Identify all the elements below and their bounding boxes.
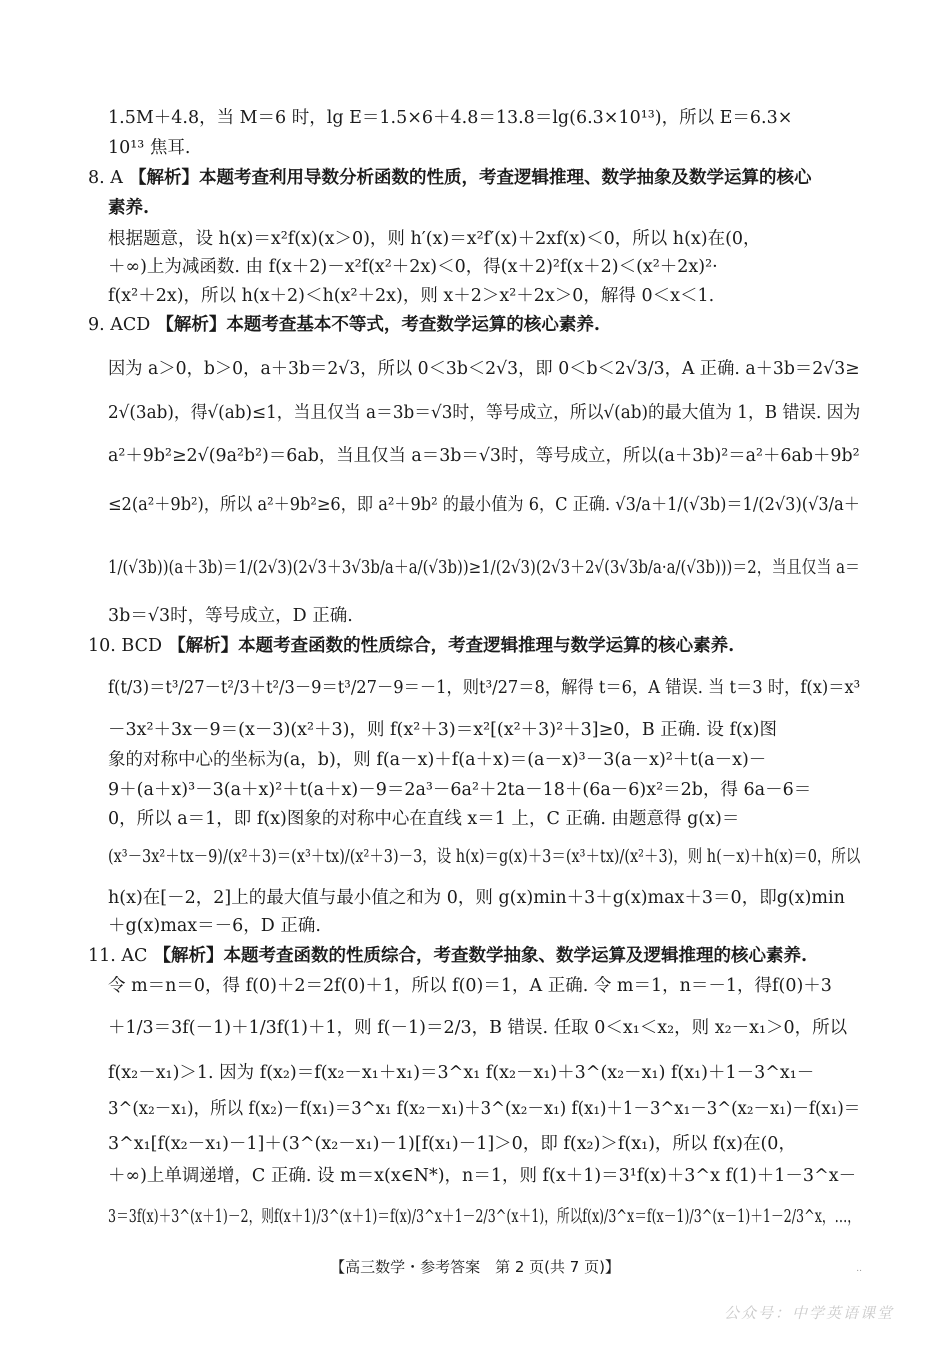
q11-line-7: 3＝3f(x)＋3^(x＋1)－2，则f(x＋1)/3^(x＋1)＝f(x)/3^x＋1－2/3^(x＋1)，所以f(x)/3^x＝f(x－1)/3^(x－1)＋1－2/3^x，…， — [108, 1207, 860, 1227]
q11-line-5: 3^x₁[f(x₂－x₁)－1]＋(3^(x₂－x₁)－1)[f(x₁)－1]＞0，即 f(x₂)＞f(x₁)，所以 f(x)在(0， — [108, 1134, 796, 1154]
q9-line-3: a²＋9b²≥2√(9a²b²)＝6ab，当且仅当 a＝3b＝√3时，等号成立，所以(a＋3b)²＝a²＋6ab＋9b² — [108, 446, 860, 466]
watermark: 公众号：中学英语课堂 — [723, 1304, 894, 1322]
q10-line-8: ＋g(x)max＝－6，D 正确. — [108, 916, 321, 936]
q9-line-4: ≤2(a²＋9b²)，所以 a²＋9b²≥6，即 a²＋9b² 的最小值为 6，C 正确. √3/a＋1/(√3b)＝1/(2√3)(√3/a＋ — [108, 495, 860, 515]
q11-line-6: ＋∞)上单调递增，C 正确. 设 m＝x(x∈N*)，n＝1，则 f(x＋1)＝3¹f(x)＋3^x f(1)＋1－3^x－ — [108, 1166, 857, 1186]
q11-line-3: f(x₂－x₁)＞1. 因为 f(x₂)＝f(x₂－x₁＋x₁)＝3^x₁ f(x₂－x₁)＋3^(x₂－x₁) f(x₁)＋1－3^x₁－ — [108, 1063, 815, 1083]
q10-line-3: 象的对称中心的坐标为(a，b)，则 f(a－x)＋f(a＋x)＝(a－x)³－3(a－x)²＋t(a－x)－ — [108, 750, 767, 770]
page-footer: 【高三数学・参考答案 第 2 页(共 7 页)】 — [330, 1258, 620, 1276]
q10-header — [88, 634, 734, 658]
q10-line-7: h(x)在[－2，2]上的最大值与最小值之和为 0，则 g(x)min＋3＋g(x)max＋3＝0，即g(x)min — [108, 888, 845, 908]
q9-line-5: 1/(√3b))(a＋3b)＝1/(2√3)(2√3＋3√3b/a＋a/(√3b))≥1/(2√3)(2√3＋2√(3√3b/a·a/(√3b)))＝2，当且仅当 a＝ — [108, 558, 860, 578]
q9-number: 9. ACD — [88, 315, 151, 335]
q8-line-3: f(x²＋2x)，所以 h(x＋2)＜h(x²＋2x)，则 x＋2＞x²＋2x＞0，解得 0＜x＜1. — [108, 286, 715, 306]
q8-line-1: 根据题意，设 h(x)＝x²f(x)(x＞0)，则 h′(x)＝x²f′(x)＋2xf(x)＜0，所以 h(x)在(0， — [108, 229, 761, 249]
q9-title: 【解析】本题考查基本不等式，考查数学运算的核心素养. — [156, 315, 601, 335]
q11-title: 【解析】本题考查函数的性质综合，考查数学抽象、数学运算及逻辑推理的核心素养. — [153, 946, 808, 966]
q10-line-2: －3x²＋3x－9＝(x－3)(x²＋3)，则 f(x²＋3)＝x²[(x²＋3)²＋3]≥0，B 正确. 设 f(x)图 — [108, 720, 777, 740]
q9-line-2: 2√(3ab)，得√(ab)≤1，当且仅当 a＝3b＝√3时，等号成立，所以√(ab)的最大值为 1，B 错误. 因为 — [108, 403, 861, 423]
q10-line-5: 0，所以 a＝1，即 f(x)图象的对称中心在直线 x＝1 上，C 正确. 由题意得 g(x)＝ — [108, 809, 740, 829]
q11-line-4: 3^(x₂－x₁)，所以 f(x₂)－f(x₁)＝3^x₁ f(x₂－x₁)＋3^(x₂－x₁) f(x₁)＋1－3^x₁－3^(x₂－x₁)－f(x₁)＝ — [108, 1099, 861, 1119]
q8-line-2: ＋∞)上为减函数. 由 f(x＋2)－x²f(x²＋2x)＜0，得(x＋2)²f(x＋2)＜(x²＋2x)²· — [108, 257, 718, 277]
q11-line-2: ＋1/3＝3f(－1)＋1/3f(1)＋1，则 f(－1)＝2/3，B 错误. 任取 0＜x₁＜x₂，则 x₂－x₁＞0，所以 — [108, 1018, 848, 1038]
q11-header — [88, 944, 807, 968]
intro-line-2: 10¹³ 焦耳. — [108, 138, 191, 158]
q8-header — [88, 166, 812, 190]
q10-line-6: (x³－3x²＋tx－9)/(x²＋3)＝(x³＋tx)/(x²＋3)－3，设 h(x)＝g(x)＋3＝(x³＋tx)/(x²＋3)，则 h(－x)＋h(x)＝0，所以 — [108, 847, 861, 867]
q11-line-1: 令 m＝n＝0，得 f(0)＋2＝2f(0)＋1，所以 f(0)＝1，A 正确. 令 m＝1，n＝－1，得f(0)＋3 — [108, 976, 832, 996]
q9-line-1: 因为 a＞0，b＞0，a＋3b＝2√3，所以 0＜3b＜2√3，即 0＜b＜2√3/3，A 正确. a＋3b＝2√3≥ — [108, 359, 860, 379]
intro-line-1: 1.5M＋4.8，当 M＝6 时，lg E＝1.5×6＋4.8＝13.8＝lg(6.3×10¹³)，所以 E＝6.3× — [108, 108, 793, 128]
q10-title: 【解析】本题考查函数的性质综合，考查逻辑推理与数学运算的核心素养. — [168, 636, 735, 656]
q10-line-1: f(t/3)＝t³/27－t²/3＋t²/3－9＝t³/27－9＝－1，则t³/27＝8，解得 t＝6，A 错误. 当 t＝3 时，f(x)＝x³ — [108, 678, 861, 698]
q9-line-6: 3b＝√3时，等号成立，D 正确. — [108, 606, 353, 626]
q11-number: 11. AC — [88, 946, 148, 966]
q9-header — [88, 313, 600, 337]
q10-line-4: 9＋(a＋x)³－3(a＋x)²＋t(a＋x)－9＝2a³－6a²＋2ta－18＋(6a－6)x²＝2b，得 6a－6＝ — [108, 780, 812, 800]
q8-header-cont: 素养. — [108, 198, 150, 218]
footer-dots: .. — [856, 1264, 862, 1274]
q8-title: 【解析】本题考查利用导数分析函数的性质，考查逻辑推理、数学抽象及数学运算的核心 — [129, 168, 812, 188]
q10-number: 10. BCD — [88, 636, 162, 656]
q8-number: 8. A — [88, 168, 123, 188]
